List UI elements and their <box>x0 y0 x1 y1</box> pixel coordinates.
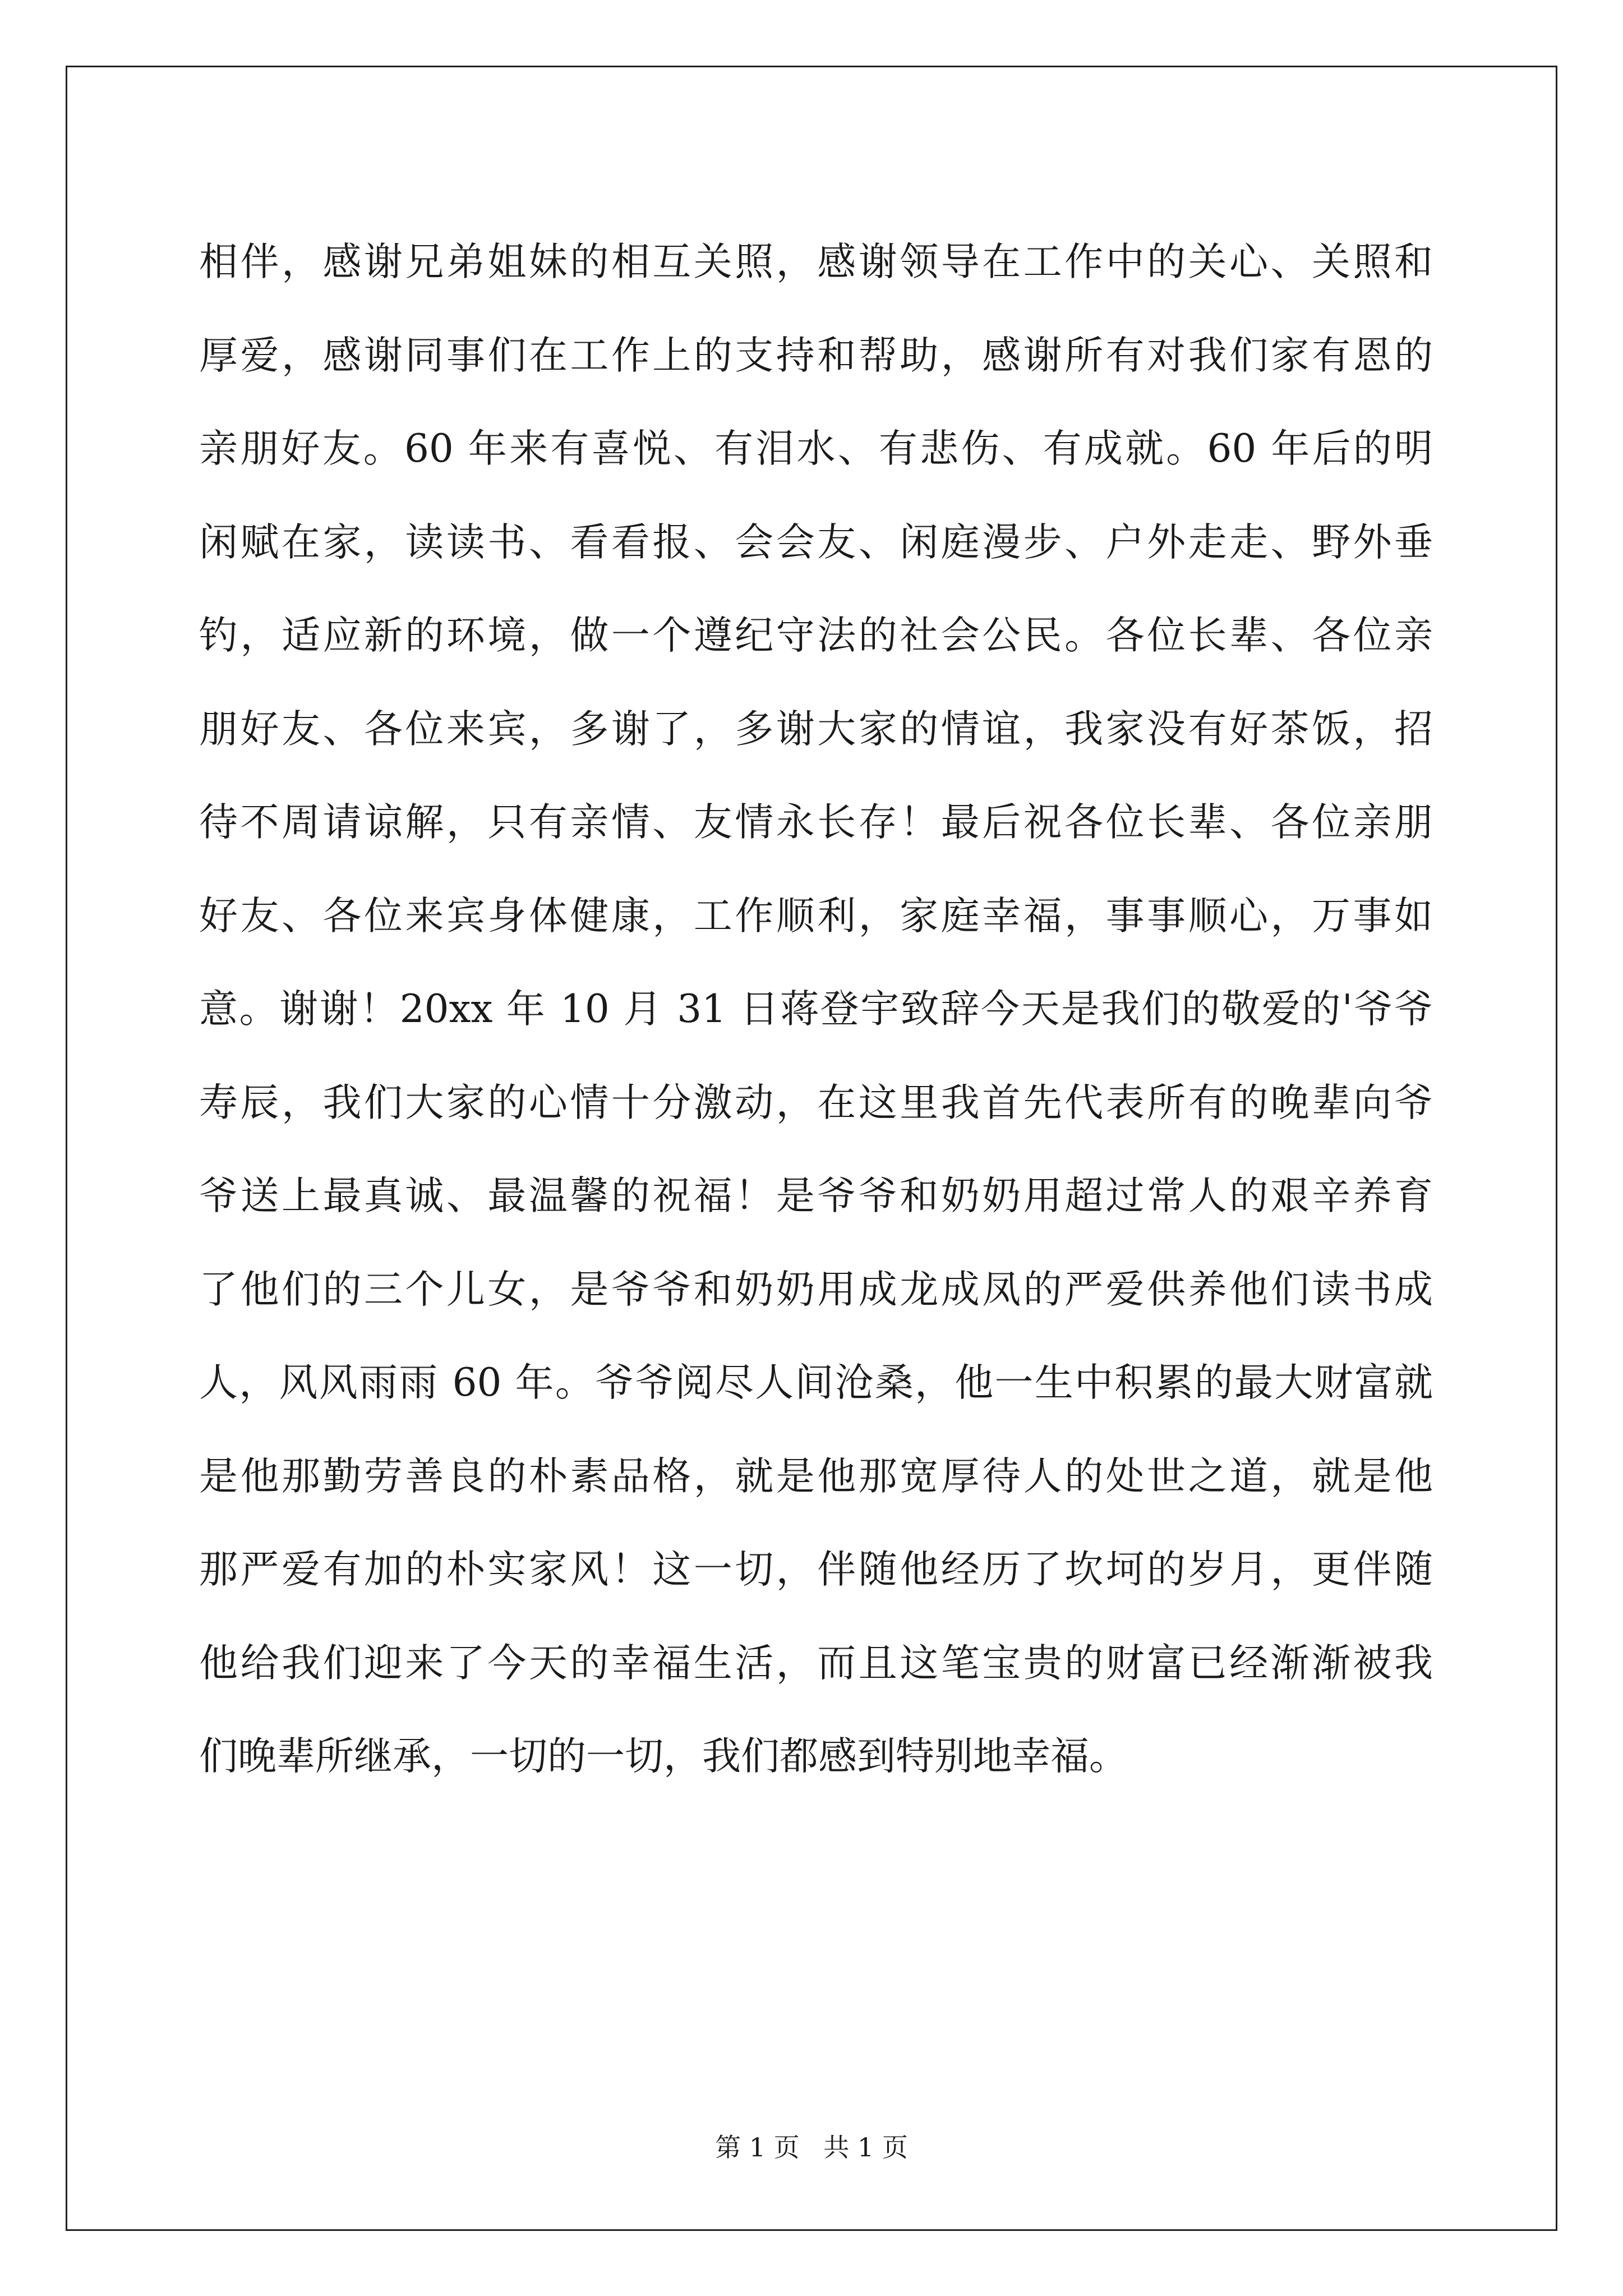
text-line: 钓，适应新的环境，做一个遵纪守法的社会公民。各位长辈、各位亲 <box>199 613 1433 658</box>
text-line: 是他那勤劳善良的朴素品格，就是他那宽厚待人的处世之道，就是他 <box>199 1453 1433 1499</box>
document-body <box>199 215 1433 1803</box>
text-line: 意。谢谢！20xx 年 10 月 31 日蒋登宇致辞今天是我们的敬爱的'爷爷 <box>199 987 1433 1032</box>
text-line: 闲赋在家，读读书、看看报、会会友、闲庭漫步、户外走走、野外垂 <box>199 519 1433 565</box>
text-line: 朋好友、各位来宾，多谢了，多谢大家的情谊，我家没有好茶饭，招 <box>199 706 1433 752</box>
text-line: 亲朋好友。60 年来有喜悦、有泪水、有悲伤、有成就。60 年后的明 <box>199 426 1433 471</box>
text-line: 爷送上最真诚、最温馨的祝福！是爷爷和奶奶用超过常人的艰辛养育 <box>199 1174 1433 1218</box>
text-line: 好友、各位来宾身体健康，工作顺利，家庭幸福，事事顺心，万事如 <box>199 893 1433 938</box>
text-line: 他给我们迎来了今天的幸福生活，而且这笔宝贵的财富已经渐渐被我 <box>199 1640 1433 1686</box>
text-line: 厚爱，感谢同事们在工作上的支持和帮助，感谢所有对我们家有恩的 <box>199 333 1433 378</box>
text-line: 那严爱有加的朴实家风！这一切，伴随他经历了坎坷的岁月，更伴随 <box>199 1547 1433 1592</box>
text-line: 了他们的三个儿女，是爷爷和奶奶用成龙成凤的严爱供养他们读书成 <box>199 1267 1433 1312</box>
text-line: 待不周请谅解，只有亲情、友情永长存！最后祝各位长辈、各位亲朋 <box>199 800 1433 845</box>
text-line: 寿辰，我们大家的心情十分激动，在这里我首先代表所有的晚辈向爷 <box>199 1080 1433 1125</box>
text-line: 人，风风雨雨 60 年。爷爷阅尽人间沧桑，他一生中积累的最大财富就 <box>199 1360 1433 1405</box>
text-line: 相伴，感谢兄弟姐妹的相互关照，感谢领导在工作中的关心、关照和 <box>199 240 1433 284</box>
page-footer <box>0 2131 1623 2164</box>
page-number-total: 共 1 页 <box>823 2132 908 2162</box>
text-line-last: 们晚辈所继承，一切的一切，我们都感到特别地幸福。 <box>199 1734 1128 1779</box>
page-number-current: 第 1 页 <box>715 2132 800 2162</box>
